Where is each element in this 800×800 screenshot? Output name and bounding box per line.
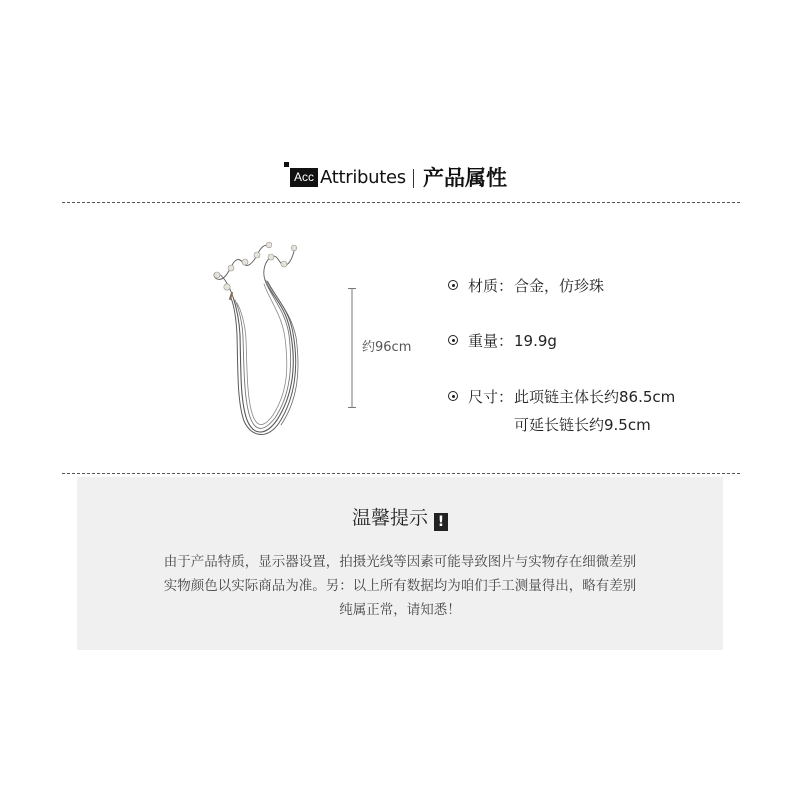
- necklace-image: [205, 235, 315, 440]
- bullet-circle-icon: [448, 280, 458, 290]
- bullet-circle-icon: [448, 391, 458, 401]
- header-title-cn: 产品属性: [423, 166, 507, 190]
- attribute-weight-value: 19.9g: [514, 332, 557, 350]
- divider-middle: [62, 473, 740, 474]
- divider-top: [62, 202, 740, 203]
- attribute-size-value: 此项链主体长约86.5cm: [514, 388, 676, 406]
- attribute-size-value-extension: 可延长链长约9.5cm: [514, 416, 651, 434]
- header-dot-icon: [284, 162, 289, 167]
- section-header: [0, 160, 800, 196]
- attribute-size-label: 尺寸：: [468, 388, 514, 406]
- header-separator: [413, 169, 414, 188]
- notice-title-text: 温馨提示: [351, 507, 428, 529]
- header-tag: Acc: [290, 168, 318, 187]
- notice-line: 由于产品特质，显示器设置，拍摄光线等因素可能导致图片与实物存在细微差别: [163, 554, 637, 570]
- notice-title: [77, 505, 723, 531]
- attribute-weight-label: 重量：: [468, 332, 514, 350]
- exclamation-icon: !: [434, 513, 448, 531]
- attribute-material-value: 合金，仿珍珠: [514, 277, 605, 295]
- notice-line: 纯属正常，请知悉！: [339, 602, 461, 618]
- attribute-material-label: 材质：: [468, 277, 514, 295]
- bullet-circle-icon: [448, 335, 458, 345]
- header-title-en: Attributes: [320, 167, 406, 188]
- length-measure-bar: [346, 288, 358, 408]
- length-measure-label: 约96cm: [362, 340, 412, 355]
- notice-line: 实物颜色以实际商品为准。另：以上所有数据均为咱们手工测量得出，略有差别: [163, 578, 637, 594]
- notice-panel: [77, 477, 723, 650]
